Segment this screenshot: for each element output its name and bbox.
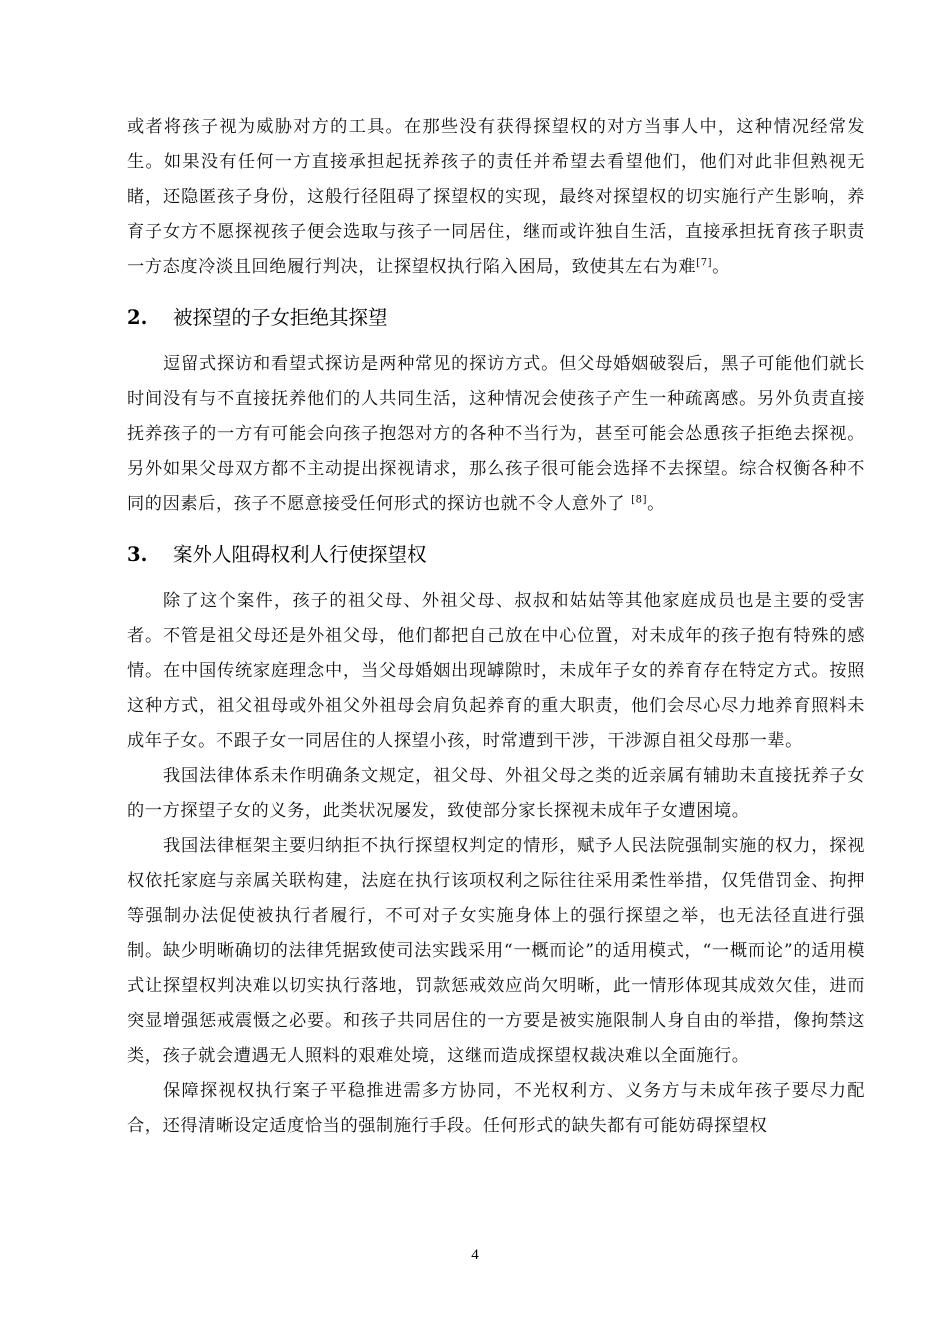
paragraph-text: 逗留式探访和看望式探访是两种常见的探访方式。但父母婚姻破裂后，黑子可能他们就长时间没有与不直接抚养他们的人共同生活，这种情况会使孩子产生一种疏离感。另外负责直接抚养孩子的一方有可能会向孩子抱怨对方的各种不当行为，甚至可能会怂恿孩子拒绝去探视。另外如果父母双方都不主动提出探视请求，那么孩子很可能会选择不去探望。综合权衡各种不同的因素后，孩子不愿意接受任何形式的探访也就不令人意外了 xyxy=(127,354,865,514)
paragraph-text: 或者将孩子视为威胁对方的工具。在那些没有获得探望权的对方当事人中，这种情况经常发生。如果没有任何一方直接承担起抚养孩子的责任并希望去看望他们，他们对此非但熟视无睹，还隐匿孩子身份，这般行径阻碍了探望权的实现，最终对探望权的切实施行产生影响，养育子女方不愿探视孩子便会选取与孩子一同居住，继而或许独自生活，直接承担抚育孩子职责一方态度冷淡且回绝履行判决，让探望权执行陷入困局，致使其左右为难 xyxy=(127,117,865,277)
citation-7: [7] xyxy=(696,257,713,269)
citation-8: [8] xyxy=(631,494,648,506)
paragraph: 我国法律框架主要归纳拒不执行探望权判定的情形，赋予人民法院强制实施的权力，探视权依托家庭与亲属关联构建，法庭在执行该项权利之际往往采用柔性举措，仅凭借罚金、拘押等强制办法促使被执行者履行，不可对子女实施身体上的强行探望之举，也无法径直进行强制。缺少明晰确切的法律凭据致使司法实践采用“一概而论”的适用模式，“一概而论”的适用模式让探望权判决难以切实执行落地，罚款惩戒效应尚欠明晰，此一情形体现其成效欠佳，进而突显增强惩戒震慑之必要。和孩子共同居住的一方要是被实施限制人身自由的举措，像拘禁这类，孩子就会遭遇无人照料的艰难处境，这继而造成探望权裁决难以全面施行。 xyxy=(127,836,865,1066)
section-number: 3. xyxy=(127,543,148,566)
paragraph: 除了这个案件，孩子的祖父母、外祖父母、叔叔和姑姑等其他家庭成员也是主要的受害者。不管是祖父母还是外祖父母，他们都把自己放在中心位置，对未成年的孩子抱有特殊的感情。在中国传统家庭理念中，当父母婚姻出现罅隙时，未成年子女的养育存在特定方式。按照这种方式，祖父祖母或外祖父外祖母会肩负起养育的重大职责，他们会尽心尽力地养育照料未成年子女。不跟子女一同居住的人探望小孩，时常遭到干涉，干涉源自祖父母那一辈。 xyxy=(127,591,865,751)
section-number: 2. xyxy=(127,306,148,329)
section-title: 案外人阻碍权利人行使探望权 xyxy=(173,543,427,566)
paragraph: 逗留式探访和看望式探访是两种常见的探访方式。但父母婚姻破裂后，黑子可能他们就长时间没有与不直接抚养他们的人共同生活，这种情况会使孩子产生一种疏离感。另外负责直接抚养孩子的一方有可能会向孩子抱怨对方的各种不当行为，甚至可能会怂恿孩子拒绝去探视。另外如果父母双方都不主动提出探视请求，那么孩子很可能会选择不去探望。综合权衡各种不同的因素后，孩子不愿意接受任何形式的探访也就不令人意外了 [8]。 xyxy=(127,354,865,514)
document-body xyxy=(127,110,865,1144)
paragraph: 我国法律体系未作明确条文规定，祖父母、外祖父母之类的近亲属有辅助未直接抚养子女的一方探望子女的义务，此类状况屡发，致使部分家长探视未成年子女遭困境。 xyxy=(127,766,865,821)
paragraph: 保障探视权执行案子平稳推进需多方协同，不光权利方、义务方与未成年孩子要尽力配合，还得清晰设定适度恰当的强制施行手段。任何形式的缺失都有可能妨碍探望权 xyxy=(127,1081,865,1136)
paragraph-continued: 或者将孩子视为威胁对方的工具。在那些没有获得探望权的对方当事人中，这种情况经常发生。如果没有任何一方直接承担起抚养孩子的责任并希望去看望他们，他们对此非但熟视无睹，还隐匿孩子身份，这般行径阻碍了探望权的实现，最终对探望权的切实施行产生影响，养育子女方不愿探视孩子便会选取与孩子一同居住，继而或许独自生活，直接承担抚育孩子职责一方态度冷淡且回绝履行判决，让探望权执行陷入困局，致使其左右为难[7]。 xyxy=(127,117,865,277)
page-number: 4 xyxy=(471,1247,479,1263)
section-title: 被探望的子女拒绝其探望 xyxy=(173,306,388,329)
section-heading-3 xyxy=(127,540,865,570)
section-heading-2 xyxy=(127,303,865,333)
